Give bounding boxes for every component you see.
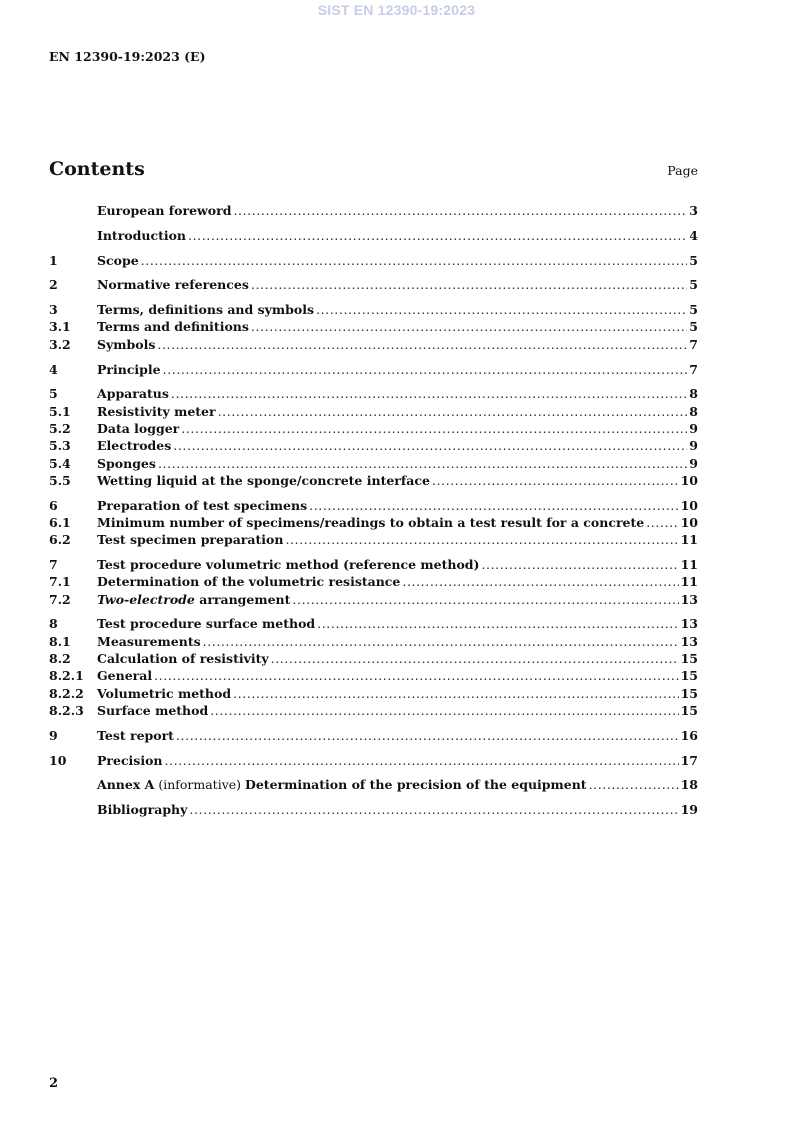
toc-entry-page: 4: [689, 227, 698, 243]
toc-entry-number: 6.2: [49, 532, 71, 548]
toc-entry[interactable]: [49, 615, 698, 632]
toc-entry-title-note: (informative): [154, 777, 246, 793]
toc-entry[interactable]: [49, 727, 698, 744]
dot-leader: [402, 573, 678, 590]
toc-entry-title: [97, 455, 156, 472]
toc-entry-number: 8.2.2: [49, 685, 84, 701]
dot-leader: [141, 252, 688, 269]
toc-entry-title: [97, 361, 161, 378]
dot-leader: [481, 556, 678, 573]
toc-entry-number: 3.1: [49, 319, 71, 335]
dot-leader: [271, 650, 679, 667]
toc-entry-number: 10: [49, 752, 67, 768]
toc-entry-number: 7: [49, 557, 58, 573]
toc-entry[interactable]: [49, 591, 698, 608]
toc-entry[interactable]: [49, 361, 698, 378]
toc-entry[interactable]: [49, 455, 698, 472]
toc-entry-page: 15: [680, 668, 698, 684]
toc-entry-title: [97, 336, 155, 353]
toc-entry-title-text: Preparation of test specimens: [97, 497, 308, 513]
toc-entry[interactable]: [49, 667, 698, 684]
toc-entry-title-italic: Two-electrode: [97, 591, 195, 607]
toc-entry-title: [97, 202, 231, 219]
toc-entry[interactable]: [49, 420, 698, 437]
toc-entry-page: 16: [680, 727, 698, 743]
toc-entry[interactable]: [49, 437, 698, 454]
dot-leader: [292, 591, 678, 608]
toc-entry[interactable]: [49, 573, 698, 590]
dot-leader: [218, 403, 688, 420]
toc-entry-page: 5: [689, 302, 698, 318]
toc-entry-title-text: Scope: [97, 252, 139, 268]
toc-entry-number: 8.2.1: [49, 668, 84, 684]
toc-entry-title-text: arrangement: [194, 591, 291, 607]
dot-leader: [154, 667, 678, 684]
toc-entry-page: 10: [680, 497, 698, 513]
toc-entry-page: 19: [680, 802, 698, 818]
toc-entry-page: 18: [680, 777, 698, 793]
toc-entry-title: [97, 573, 400, 590]
dot-leader: [188, 227, 687, 244]
toc-entry[interactable]: [49, 227, 698, 244]
toc-entry-page: 8: [689, 403, 698, 419]
toc-entry-page: 15: [680, 702, 698, 718]
toc-entry-page: 5: [689, 277, 698, 293]
toc-entry-title: [97, 385, 169, 402]
toc-entry-title-text: Determination of the volumetric resistance: [97, 574, 401, 590]
toc-entry-title: [97, 650, 269, 667]
toc-entry-title-text: Terms and definitions: [97, 319, 249, 335]
toc-entry[interactable]: [49, 202, 698, 219]
toc-entry-title-text: Surface method: [97, 702, 209, 718]
document-id: EN 12390-19:2023 (E): [49, 49, 206, 64]
toc-entry-title-text: Resistivity meter: [97, 403, 216, 419]
toc-entry[interactable]: [49, 497, 698, 514]
toc-entry-title-text: Terms, definitions and symbols: [97, 302, 314, 318]
dot-leader: [317, 615, 678, 632]
toc-entry-page: 11: [680, 532, 698, 548]
dot-leader: [316, 301, 687, 318]
dot-leader: [203, 633, 679, 650]
toc-entry-title: [97, 403, 216, 420]
toc-entry-number: 4: [49, 361, 58, 377]
watermark: SIST EN 12390-19:2023: [317, 2, 476, 18]
toc-entry-title-text: Calculation of resistivity: [97, 651, 269, 667]
toc-entry-title-text: Symbols: [97, 336, 156, 352]
toc-entry-page: 3: [689, 203, 698, 218]
dot-leader: [309, 497, 678, 514]
toc-entry-title-text: Measurements: [97, 633, 201, 649]
toc-entry-number: 2: [49, 277, 58, 293]
toc-entry-title-text: Bibliography: [97, 802, 188, 818]
dot-leader: [432, 472, 679, 489]
contents-heading: Contents: [49, 158, 145, 180]
toc-entry-title: [97, 437, 171, 454]
toc-entry[interactable]: [49, 531, 698, 548]
toc-entry[interactable]: [49, 514, 698, 531]
toc-entry-title-text: General: [97, 668, 153, 684]
toc-entry-number: 5.1: [49, 403, 71, 419]
toc-entry-title: [97, 472, 430, 489]
toc-entry-number: 8.2: [49, 651, 71, 667]
toc-entry-page: 11: [680, 557, 698, 573]
dot-leader: [173, 437, 687, 454]
toc-entry-title-text: Test report: [97, 727, 174, 743]
toc-entry-title: [97, 801, 187, 818]
toc-entry[interactable]: [49, 276, 698, 293]
toc-entry-page: 10: [680, 472, 698, 488]
toc-entry-page: 9: [689, 420, 698, 436]
toc-entry-title-text: Wetting liquid at the sponge/concrete interface: [97, 472, 430, 488]
toc-entry-title: [97, 556, 479, 573]
toc-entry-title-text: Data logger: [97, 420, 180, 436]
toc-entry-page: 15: [680, 651, 698, 667]
toc-entry-title-text: Volumetric method: [97, 685, 232, 701]
toc-entry-page: 13: [680, 633, 698, 649]
toc-entry-page: 7: [689, 336, 698, 352]
toc-entry-title-text: Sponges: [97, 455, 156, 471]
toc-entry-number: 3: [49, 302, 58, 318]
toc-entry-page: 13: [680, 616, 698, 632]
toc-entry-page: 17: [680, 752, 698, 768]
toc-entry-number: 5: [49, 386, 58, 402]
toc-entry[interactable]: [49, 776, 698, 793]
toc-entry[interactable]: [49, 685, 698, 702]
page-column-label: Page: [667, 163, 698, 178]
dot-leader: [251, 276, 687, 293]
toc-entry-number: 5.5: [49, 472, 71, 488]
toc-entry-number: 5.2: [49, 420, 71, 436]
toc-entry-title: [97, 667, 152, 684]
toc-entry-title: [97, 252, 139, 269]
dot-leader: [189, 801, 678, 818]
toc-entry-title: [97, 591, 290, 608]
toc-entry-title: [97, 514, 644, 531]
toc-entry-title-text: Apparatus: [97, 386, 169, 402]
toc-entry-number: 8.2.3: [49, 702, 84, 718]
toc-entry-title-text: Introduction: [97, 227, 187, 243]
dot-leader: [285, 531, 678, 548]
dot-leader: [171, 385, 687, 402]
toc-entry-number: 7.2: [49, 591, 71, 607]
toc-entry-page: 11: [680, 574, 698, 590]
table-of-contents: [49, 202, 698, 818]
toc-entry-title-prefix: Annex A: [97, 777, 155, 793]
toc-entry-page: 9: [689, 438, 698, 454]
toc-entry[interactable]: [49, 752, 698, 769]
dot-leader: [589, 776, 679, 793]
toc-entry[interactable]: [49, 556, 698, 573]
toc-entry-title-text: Precision: [97, 752, 163, 768]
toc-entry-number: 5.4: [49, 455, 71, 471]
toc-entry-number: 9: [49, 727, 58, 743]
toc-entry-number: 8.1: [49, 633, 71, 649]
toc-entry-page: 10: [680, 514, 698, 530]
toc-entry-title: [97, 776, 587, 793]
toc-entry-title: [97, 420, 179, 437]
dot-leader: [210, 702, 678, 719]
toc-entry-title-text: Minimum number of specimens/readings to obtain a test result for a concrete: [97, 514, 645, 530]
toc-entry-number: 3.2: [49, 336, 71, 352]
dot-leader: [158, 455, 687, 472]
toc-entry-page: 5: [689, 319, 698, 335]
toc-entry-number: 6: [49, 497, 58, 513]
toc-entry-title: [97, 615, 315, 632]
page-number: 2: [49, 1076, 59, 1091]
toc-entry-page: 9: [689, 455, 698, 471]
dot-leader: [233, 685, 678, 702]
dot-leader: [181, 420, 687, 437]
toc-entry-page: 5: [689, 252, 698, 268]
toc-entry-title: [97, 531, 283, 548]
toc-entry-title-text: Electrodes: [97, 438, 172, 454]
dot-leader: [233, 202, 687, 219]
toc-entry-title: [97, 318, 249, 335]
toc-entry-title: [97, 727, 174, 744]
toc-entry[interactable]: [49, 702, 698, 719]
toc-entry[interactable]: [49, 801, 698, 818]
toc-entry-page: 15: [680, 685, 698, 701]
dot-leader: [163, 361, 688, 378]
toc-entry-page: 7: [689, 361, 698, 377]
toc-entry[interactable]: [49, 633, 698, 650]
toc-entry-page: 13: [680, 591, 698, 607]
toc-entry-title-text: Test procedure volumetric method (reference method): [97, 557, 480, 573]
toc-entry-title: [97, 227, 186, 244]
toc-entry-title: [97, 276, 249, 293]
toc-entry-title-text: European foreword: [97, 203, 232, 218]
toc-entry-number: 8: [49, 616, 58, 632]
dot-leader: [176, 727, 679, 744]
toc-entry-title: [97, 685, 231, 702]
toc-entry-title-text: Normative references: [97, 277, 249, 293]
toc-entry-title: [97, 633, 201, 650]
toc-entry-title: [97, 702, 208, 719]
toc-entry-title-text: Determination of the precision of the equipment: [245, 777, 587, 793]
dot-leader: [157, 336, 687, 353]
toc-entry[interactable]: [49, 301, 698, 318]
toc-entry-title-text: Test specimen preparation: [97, 532, 284, 548]
dot-leader: [251, 318, 687, 335]
toc-entry[interactable]: [49, 385, 698, 402]
toc-entry-number: 6.1: [49, 514, 71, 530]
toc-entry-title: [97, 497, 307, 514]
toc-entry-number: 7.1: [49, 574, 71, 590]
toc-entry-page: 8: [689, 386, 698, 402]
dot-leader: [646, 514, 678, 531]
toc-entry[interactable]: [49, 318, 698, 335]
toc-entry-title-text: Test procedure surface method: [97, 616, 316, 632]
toc-entry-title-text: Principle: [97, 361, 161, 377]
dot-leader: [165, 752, 679, 769]
toc-entry[interactable]: [49, 472, 698, 489]
toc-entry[interactable]: [49, 252, 698, 269]
toc-entry-number: 5.3: [49, 438, 71, 454]
toc-entry[interactable]: [49, 336, 698, 353]
toc-entry-title: [97, 301, 314, 318]
toc-entry-number: 1: [49, 252, 58, 268]
toc-entry-title: [97, 752, 163, 769]
toc-entry[interactable]: [49, 403, 698, 420]
toc-entry[interactable]: [49, 650, 698, 667]
